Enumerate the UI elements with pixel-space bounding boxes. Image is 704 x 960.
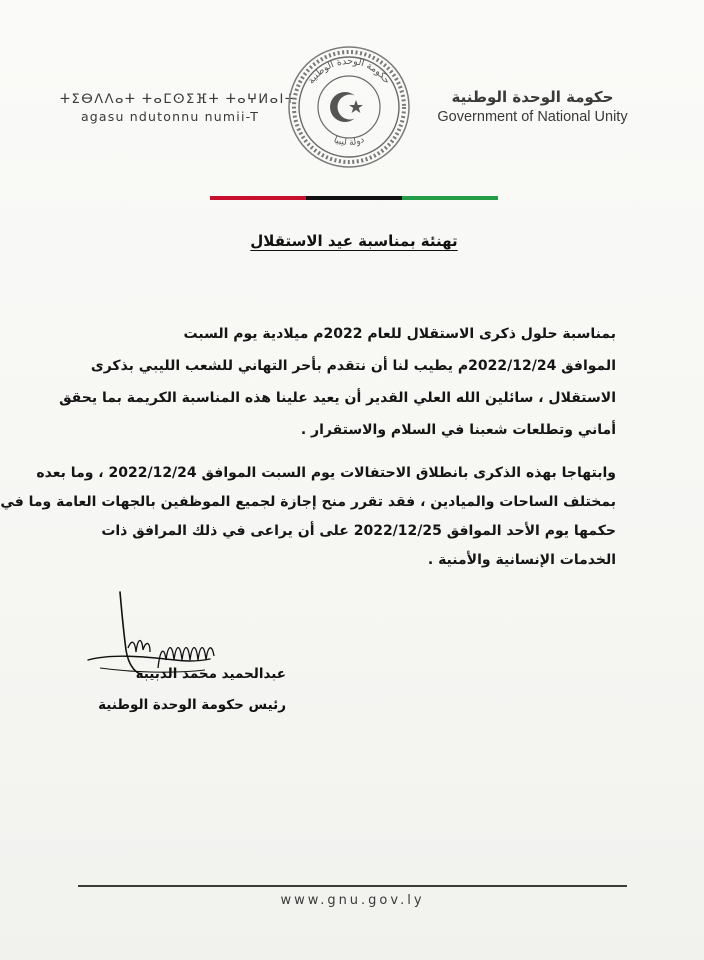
paragraph-line: الموافق 2022/12/24م يطيب لنا أن نتقدم بأحر التهاني للشعب الليبي بذكرى [90, 358, 616, 374]
svg-text:دولة ليبيا [332, 135, 366, 148]
paragraph-congratulations [59, 318, 616, 446]
header-amazigh-latin-text: agasu ndutonnu numii-T [80, 109, 260, 124]
government-name-english: Government of National Unity [437, 109, 628, 125]
paragraph-line: بمختلف الساحات والميادين ، فقد تقرر منح إجازة لجميع الموظفين بالجهات العامة وما في [0, 494, 616, 510]
header-government [420, 88, 645, 125]
signatory-name: عبدالحميد محمد الدبيبة [135, 666, 286, 682]
flag-segment-black [306, 196, 402, 200]
emblem-text-top: حكومة الوحدة الوطنية [305, 55, 393, 87]
flag-segment-red [210, 196, 306, 200]
paragraph-line: أماني وتطلعات شعبنا في السلام والاستقرار . [300, 422, 616, 438]
paragraph-line: بمناسبة حلول ذكرى الاستقلال للعام 2022م ميلادية يوم السبت [183, 326, 616, 342]
header-tifinagh-text: ⵜⵉⴱⴷⴷⴰⵜ ⵜⴰⵎⵙⵉⴼⵜ ⵜⴰⵖⵍⴰⵏⵜ [60, 92, 297, 107]
paragraph-line: حكمها يوم الأحد الموافق 2022/12/25 على أن يراعى في ذلك المرافق ذات [101, 523, 616, 539]
footer-divider [78, 885, 627, 887]
flag-color-divider [210, 196, 498, 200]
government-name-arabic: حكومة الوحدة الوطنية [451, 88, 614, 106]
signatory-title: رئيس حكومة الوحدة الوطنية [98, 697, 286, 713]
paragraph-holiday [0, 459, 616, 575]
paragraph-line: الاستقلال ، سائلين الله العلي القدير أن يعيد علينا هذه المناسبة الكريمة بما يحقق [59, 390, 616, 406]
header-amazigh [60, 92, 297, 124]
paragraph-line: وابتهاجا بهذه الذكرى بانطلاق الاحتفالات يوم السبت الموافق 2022/12/24 ، وما بعده [36, 465, 616, 481]
svg-text:حكومة الوحدة الوطنية [306, 56, 393, 86]
footer-website-link[interactable]: www.gnu.gov.ly [280, 893, 425, 908]
letter-title: تهنئة بمناسبة عيد الاستقلال [250, 232, 458, 250]
flag-segment-green [402, 196, 498, 200]
emblem-text-bottom: دولة ليبيا [332, 135, 366, 149]
paragraph-line: الخدمات الإنسانية والأمنية . [427, 552, 616, 568]
government-emblem-icon [284, 42, 414, 172]
